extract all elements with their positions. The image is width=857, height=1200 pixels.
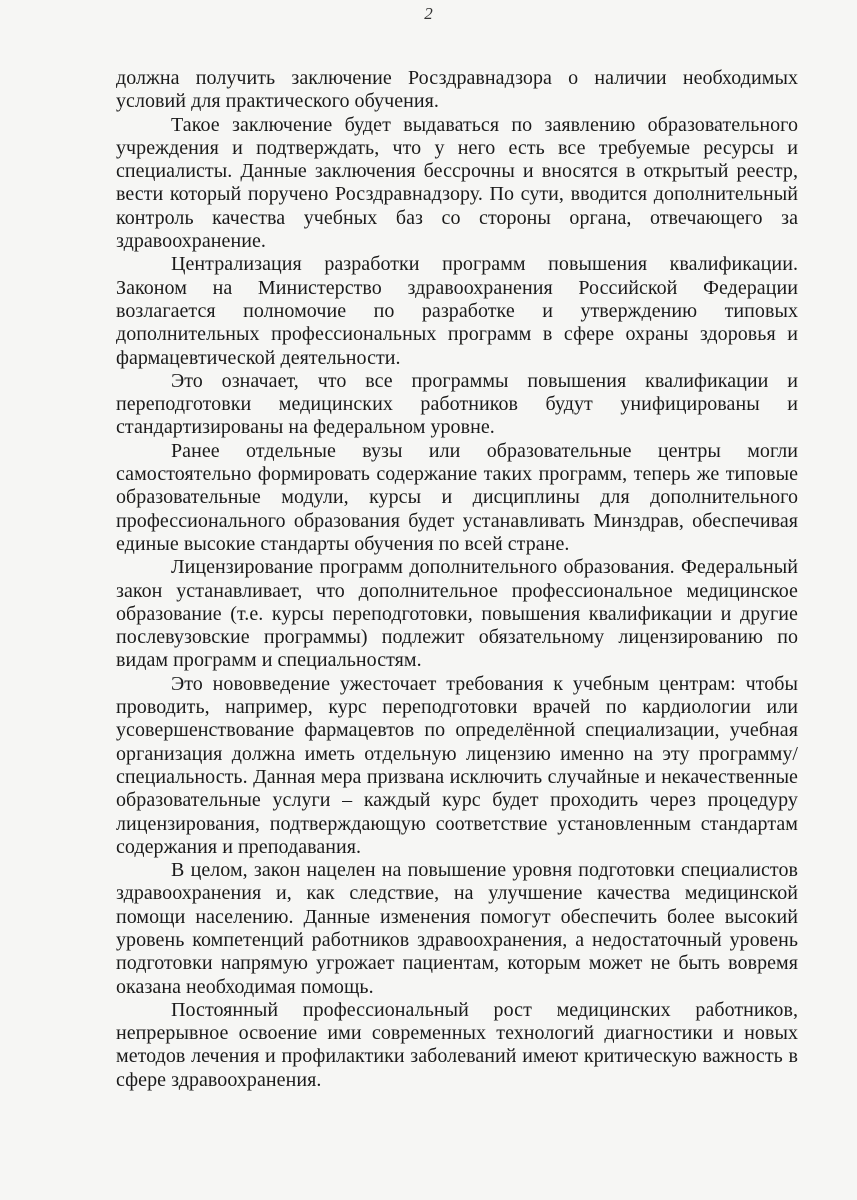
paragraph-innovation: Это нововведение ужесточает требования к учебным центрам: чтобы проводить, например, курс переподготовки врачей по кардиологии или усовершенствование фармацевтов по определённой специализации, учебная организация должна иметь отдельную лицензию именно на эту программу/специальность. Данная мера призвана исключить случайные и некачественные образовательные услуги – каждый курс будет проходить через процедуру лицензирования, подтверждающую соответствие установленным стандартам содержания и преподавания. <box>116 672 798 858</box>
paragraph-in-general: В целом, закон нацелен на повышение уровня подготовки специалистов здравоохранения и, как следствие, на улучшение качества медицинской помощи населению. Данные изменения помогут обеспечить более высокий уровень компетенций работников здравоохранения, а недостаточный уровень подготовки напрямую угрожает пациентам, которым может не быть вовремя оказана необходимая помощь. <box>116 859 798 998</box>
page-number: 2 <box>424 4 433 23</box>
paragraph-centralization: Централизация разработки программ повышения квалификации. Законом на Министерство здравоохранения Российской Федерации возлагается полномочие по разработке и утверждению типовых дополнительных профессиональных программ в сфере охраны здоровья и фармацевтической деятельности. <box>116 253 798 369</box>
paragraph-previously: Ранее отдельные вузы или образовательные центры могли самостоятельно формировать содержание таких программ, теперь же типовые образовательные модули, курсы и дисциплины для дополнительного профессионального образования будет устанавливать Минздрав, обеспечивая единые высокие стандарты обучения по всей стране. <box>116 439 798 555</box>
paragraph-licensing: Лицензирование программ дополнительного образования. Федеральный закон устанавливает, что дополнительное профессиональное медицинское образование (т.е. курсы переподготовки, повышения квалификации и другие послевузовские программы) подлежит обязательному лицензированию по видам программ и специальностям. <box>116 556 798 672</box>
paragraph-roszdravnadzor-conclusion: Такое заключение будет выдаваться по заявлению образовательного учреждения и подтверждать, что у него есть все требуемые ресурсы и специалисты. Данные заключения бессрочны и вносятся в открытый реестр, вести который поручено Росздравнадзору. По сути, вводится дополнительный контроль качества учебных баз со стороны органа, отвечающего за здравоохранение. <box>116 113 798 253</box>
document-body <box>116 67 798 1092</box>
paragraph-continuation: должна получить заключение Росздравнадзора о наличии необходимых условий для практического обучения. <box>116 67 798 113</box>
paragraph-professional-growth: Постоянный профессиональный рост медицинских работников, непрерывное освоение ими современных технологий диагностики и новых методов лечения и профилактики заболеваний имеют критическую важность в сфере здравоохранения. <box>116 998 798 1091</box>
paragraph-unification: Это означает, что все программы повышения квалификации и переподготовки медицинских работников будут унифицированы и стандартизированы на федеральном уровне. <box>116 369 798 439</box>
